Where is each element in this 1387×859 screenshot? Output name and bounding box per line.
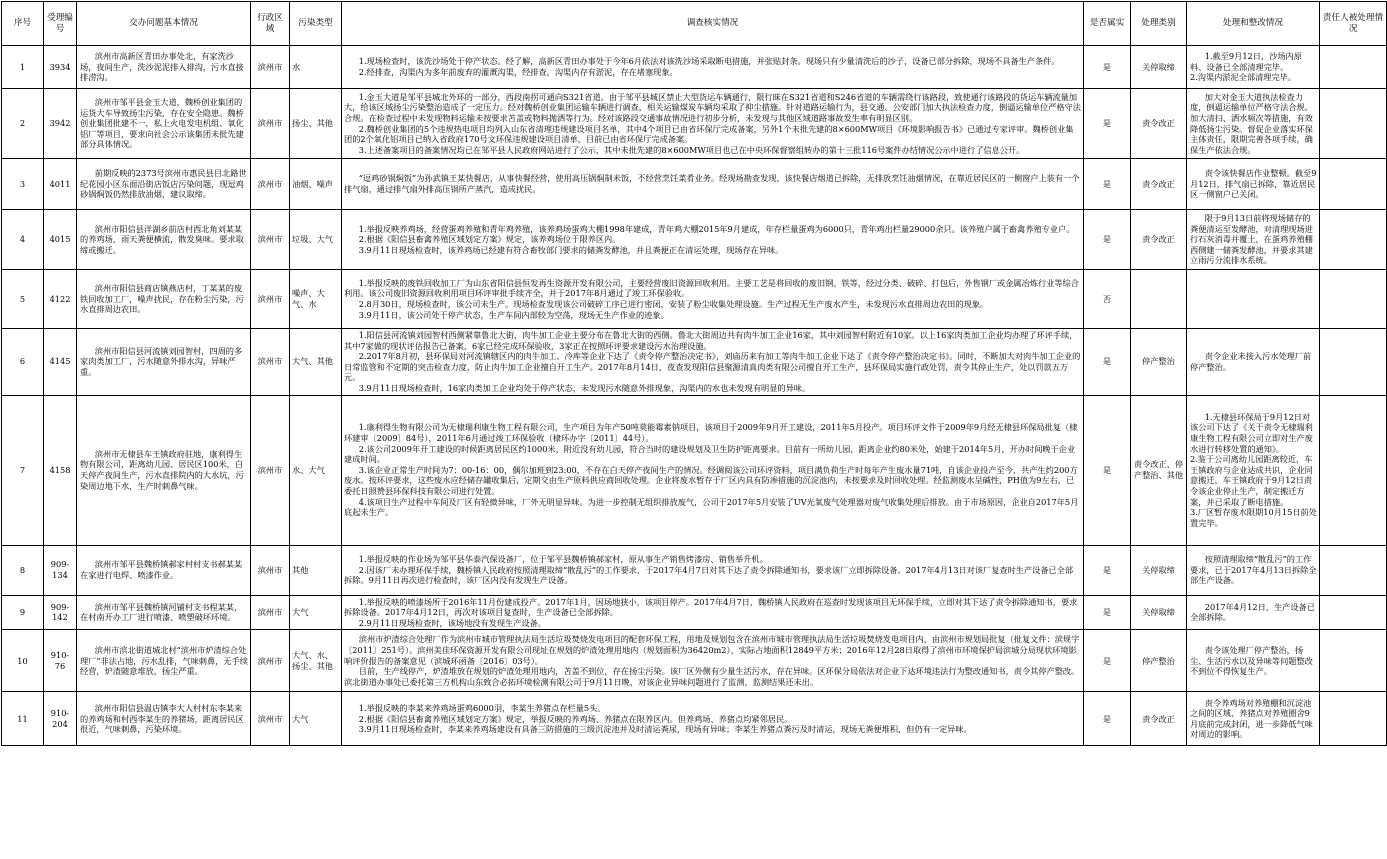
row-issue: 滨州市无棣县车王镇政府驻地，康利得生物有限公司，距离幼儿园、居民区100米，白天停产夜间生产，污水直排院内的大水坑，污染周边地下水，生产时刺鼻气味。 [77,395,251,545]
row-issue: 滨州市滨北街道城北村“滨州市炉渣综合处理厂”非法占地，污水乱排，气味刺鼻，无手续经营，炉渣随意堆放，扬尘严重。 [77,630,251,692]
row-responsible [1320,329,1387,396]
investigation-paragraph: 1.阳信县河流镇刘园智村西侧紧靠鲁北大街，肉牛加工企业主要分布在鲁北大街的西侧。鲁北大街周边共有肉牛加工企业16家，其中刘园智村附近有10家。以上16家肉类加工企业均办理了环评手续，其中7家做的现状评估报告已备案，6家已经完成环保验收，3家正在按照环评要求建设污水治理设施。 [344,330,1078,351]
row-issue: 前期反映的2373号滨州市惠民县目北路世纪花园小区东面沿街店饭店污染问题，现逗鸡砂锅焖饭仍然排放油烟，建议取缔。 [77,159,251,210]
row-investigation [342,210,1084,270]
row-index: 8 [2,545,44,595]
row-verified: 是 [1084,89,1131,159]
row-region: 滨州市 [251,89,290,159]
row-category: 责令改正 [1131,692,1187,746]
investigation-paragraph: 1.金玉大道是邹平县城北外环的一部分，西段南拐可通向S321省道。由于邹平县城区禁止大型货运车辆通行，限行昧在S321省道和S246省道的车辆需绕行该路段，致使通行该路段的货运车辆流量加大，给该区域扬尘污染整治造成了一定压力。经对魏桥创业集团运输车辆进行调查，相关运输煤炭车辆均采取了抑尘措施。针对道路运输行为，县交通、公安部门加大执法检查力度，倒逼运输单位严格守法合规。在检查过程中未发现物料运输未按要求苫盖或物料抛洒等行为。经对该路段交通事故情况进行初步分析，未发现与其他区域道路事故发生率有明显区别。 [344,91,1081,123]
table-row [2,595,1387,630]
row-result: 加大对金玉大道执法检查力度，倒逼运输单位严格守法合规。加大清扫、洒水频次等措施，有效降低扬尘污染。督促企业落实环保主体责任，限期完善各项手续，确保生产依法合规。 [1187,89,1320,159]
table-row [2,89,1387,159]
header-code: 受理编号 [44,2,77,46]
row-index: 10 [2,630,44,692]
complaint-table [1,1,1387,746]
investigation-paragraph: 2.根据《阳信县畜禽养殖区域划定方案》规定，举报反映的养鸡场、养猪点在限养区内。但养鸡场、养猪点均紧邻居民。 [358,713,793,724]
row-verified: 是 [1084,159,1131,210]
row-category: 关停取缔 [1131,595,1187,630]
row-region: 滨州市 [251,329,290,396]
row-investigation [342,159,1084,210]
investigation-paragraph: 3.9月11日现场检查时，16家肉类加工企业均处于停产状态，未发现污水随意外排现象，沟渠内的水也未发现有明显的异味。 [358,382,811,393]
row-index: 3 [2,159,44,210]
row-pollution-type: 水、大气 [290,395,342,545]
row-result: 责令该处理厂停产整治，扬尘、生活污水以及异味等问题整改不到位不得恢复生产。 [1187,630,1320,692]
row-pollution-type: 水 [290,46,342,89]
row-result: 限于9月13日前将现场储存的粪便清运至发酵池，对清理现场进行石灰消毒并覆土，在蛋鸡养殖棚西侧建一储粪发酵池，并要求其建立雨污分流排水系统。 [1187,210,1320,270]
row-issue: 滨州市阳信县商店镇燕店村，丁某某的废铁回收加工厂，噪声扰民，存在粉尘污染，污水直排周边农田。 [77,270,251,329]
row-result: 按照清理取缔“散乱污”的工作要求，已于2017年4月13日拆除全部生产设备。 [1187,545,1320,595]
row-responsible [1320,270,1387,329]
row-index: 1 [2,46,44,89]
investigation-paragraph: “逗鸡砂锅焖饭”为孙武镇王某快餐店，从事快餐经营，使用高压锅焖制米饭，不经营烹饪菜肴业务。经现场勘查发现，该快餐店烟道已拆除，无排放烹饪油烟情况，在靠近居民区的一侧窗户上装有一个排气扇，通过排气扇外排高压锅所产蒸汽，造成扰民。 [344,173,1080,194]
row-verified: 是 [1084,329,1131,396]
row-category: 关停取缔 [1131,46,1187,89]
row-region: 滨州市 [251,210,290,270]
row-issue: 滨州市阳信县温店镇李大人村村东李某来的养鸡场和村西李某生的养猪场，距离居民区很近，气味刺鼻，污染环境。 [77,692,251,746]
row-issue: 滨州市邹平县金玉大道，魏桥创业集团的运货大车导致扬尘污染，存在安全隐患。魏桥创业集团批建不一，私上火电发电机组、氧化铝厂等项目，要求向社会公示该集团未批先建部分具体情况。 [77,89,251,159]
row-investigation [342,545,1084,595]
row-pollution-type: 其他 [290,545,342,595]
investigation-paragraph: 2.经排查，沟渠内为多年前废弃的灌溉沟渠，经排查，沟渠内存有淤泥，存在堵塞现象。 [358,67,678,77]
row-investigation [342,270,1084,329]
row-responsible [1320,395,1387,545]
row-index: 9 [2,595,44,630]
header-responsible: 责任人被处理情况 [1320,2,1387,46]
row-investigation [342,630,1084,692]
row-investigation [342,46,1084,89]
row-responsible [1320,692,1387,746]
row-code: 4015 [44,210,77,270]
row-verified: 是 [1084,545,1131,595]
row-index: 7 [2,395,44,545]
row-code: 3934 [44,46,77,89]
table-row [2,159,1387,210]
row-verified: 是 [1084,210,1131,270]
investigation-paragraph: 2.魏桥创业集团的5个违规热电项目均列入山东省清理违规建设项目名单，其中4个项目已由省环保厅完成备案，另外1个未批先建的8×600MW项目《环境影响报告书》已通过专家评审。魏桥创业集团的2个氧化铝项目已纳入省政府170号文环保违规建设项目清单，目前已由省环保厅完成备案。 [344,123,1074,145]
investigation-paragraph: 1.现场检查时，该洗沙场处于停产状态。经了解，高新区青田办事处于今年6月依法对该洗沙场采取断电措施，并张贴封条。现场只有少量清洗后的沙子，设备已部分拆除，现场不具备生产条件。 [358,56,1060,67]
row-pollution-type: 大气 [290,595,342,630]
header-issue: 交办问题基本情况 [77,2,251,46]
header-ptype: 污染类型 [290,2,342,46]
row-result [1187,270,1320,329]
investigation-paragraph: 3.上述备案项目的备案情况均已在邹平县人民政府网站进行了公示，其中未批先建的8×600MW项目也已在中央环保督察组转办的第十三批116号案件办结情况公示中进行了信息公开。 [358,144,1025,155]
investigation-paragraph: 2.2017年8月初，县环保局对河流镇辖区内的肉牛加工、冷库等企业下达了《责令停产整治决定书》，刘庙历来有加工等肉牛加工企业下达了《责令停产整治决定书》。同时，不断加大对肉牛加工企业的日常监管和不定期的突击检查力度，防止肉牛加工企业擅自开工生产。2017年8月14日，夜查发现阳信县聚源清真肉类有限公司擅自开工生产，县环保局实施行政处罚，责令其停止生产，处以罚款五万元。 [344,351,1081,383]
header-row [2,2,1387,46]
row-pollution-type: 垃圾、大气 [290,210,342,270]
row-category: 停产整治 [1131,329,1187,396]
header-verified: 是否属实 [1084,2,1131,46]
row-responsible [1320,595,1387,630]
row-index: 6 [2,329,44,396]
row-code: 910-204 [44,692,77,746]
row-verified: 否 [1084,270,1131,329]
investigation-paragraph: 1.举报反映的李某来养鸡场蛋鸡6000羽，李某生养猪点存栏量5头。 [358,702,606,713]
row-pollution-type: 大气 [290,692,342,746]
row-region: 滨州市 [251,692,290,746]
table-row [2,329,1387,396]
investigation-paragraph: 3.9月11日，该公司处于停产状态，生产车间内部较为空荡，现场无生产作业的迹象。 [358,309,669,320]
row-verified: 是 [1084,630,1131,692]
row-pollution-type: 大气、水、扬尘、其他 [290,630,342,692]
row-code: 4011 [44,159,77,210]
row-verified: 是 [1084,692,1131,746]
row-verified: 是 [1084,595,1131,630]
row-region: 滨州市 [251,395,290,545]
investigation-paragraph: 1.举报反映养鸡场，经营蛋鸡养殖和青年鸡养殖，该养鸡场蛋鸡大棚1998年建成，青年鸡大棚2015年9月建成，年存栏量蛋鸡为6000只，青年鸡出栏量29000余只。该养殖户属于畜禽养殖专业户。 [358,223,1075,234]
row-pollution-type: 扬尘、其他 [290,89,342,159]
row-code: 4122 [44,270,77,329]
row-investigation [342,395,1084,545]
row-pollution-type: 油烟、噪声 [290,159,342,210]
row-verified: 是 [1084,46,1131,89]
row-issue: 滨州市邹平县魏桥镇河铺村支书程某某，在村南开办工厂进行喷漆、喷塑破坏环境。 [77,595,251,630]
header-idx: 序号 [2,2,44,46]
row-investigation [342,89,1084,159]
investigation-paragraph: 2.因该厂未办理环保手续，魏桥镇人民政府按照清理取缔“散乱污”的工作要求，于2017年4月7日对其下达了责令拆除通知书，要求该厂立即拆除设备。2017年4月13日对该厂复查时生产设备已全部拆除。9月11日再次进行检查时，该厂区内没有发现生产设备。 [344,564,1074,586]
row-category: 关停取缔 [1131,545,1187,595]
row-category [1131,270,1187,329]
investigation-paragraph: 3.9月11日现场检查时，该养鸡场已经建有符合畜牧部门要求的储粪发酵池，并且粪便正在清运处理，现场存在异味。 [358,244,784,255]
header-category: 处理类别 [1131,2,1187,46]
row-code: 4145 [44,329,77,396]
row-investigation [342,692,1084,746]
investigation-paragraph: 2.9月11日现场检查时，该场地没有发现生产设备。 [358,617,546,628]
row-pollution-type: 大气、其他 [290,329,342,396]
row-result: 责令企业未接入污水处理厂前停产整治。 [1187,329,1320,396]
row-region: 滨州市 [251,630,290,692]
row-investigation [342,595,1084,630]
header-region: 行政区域 [251,2,290,46]
row-issue: 滨州市邹平县魏桥镇郝家村村支书郝某某在家进行电焊、喷漆作业。 [77,545,251,595]
row-result: 责令养鸡场对养殖棚和沉淀池之间的区域、养猪点对养殖圈舍9月底前完成封闭，进一步降低气味对周边的影响。 [1187,692,1320,746]
row-result: 1.无棣县环保局于9月12日对该公司下达了《关于责令无棣瑞利康生物工程有限公司立即对生产废水进行转移处置的通知》。 2.鉴于公司离幼儿园距离较近，车王镇政府与企业达成共识，企业同意搬迁，车王镇政府于9月12日责令该企业停止生产，制定搬迁方案，并已采取了断电措施。 3.厂区暂存废水限期10月15日前处置完毕。 [1187,395,1320,545]
row-result: 责令该快餐店作业整顿。截至9月12日，排气扇已拆除，靠近居民区一侧窗户已关闭。 [1187,159,1320,210]
investigation-paragraph: 3.9月11日现场检查时，李某来养鸡场建设有具备三防措施的三级沉淀池并及时清运粪尿，现场有异味；李某生养猪点粪污及时清运，现场无粪便堆积，但仍有一定异味。 [358,724,972,735]
row-category: 责令改正 [1131,89,1187,159]
row-category: 责令改正 [1131,210,1187,270]
investigation-paragraph: 2.该公司2009年开工建设的时候距离居民区约1000米，附近没有幼儿园，符合当时的建设规划及卫生防护距离要求。目前有一所幼儿园，距离企业约80米处，始建于2014年5月，开办时间晚于企业建成时间。 [344,443,1076,465]
row-code: 909-142 [44,595,77,630]
row-responsible [1320,159,1387,210]
row-code: 4158 [44,395,77,545]
investigation-paragraph: 目前，生产线停产，炉渣堆放在规划的炉渣处理用地内，苫盖不到位，存在扬尘污染。该厂区外侧有少量生活污水，存在异味。区环保分局依法对企业下达环境违法行为整改通知书，责令其停产整改。滨北街道办事处已委托第三方机构山东致合必拓环境检测有限公司于9月11日晚，对该企业异味问题进行了监测，监测结果还未出。 [344,666,1080,687]
investigation-paragraph: 3.该企业正常生产时间为7：00-16：00，偶尔加班到23:00，不存在白天停产夜间生产的情况。经调阅该公司环评资料，项目满负荷生产时每年产生废水量71吨，自该企业投产至今，共产生约200方废水。按环评要求，这些废水应经储存罐收集后，定期交由生产原料供应商回收处理。企业将废水暂存于厂区内具有防渗措施的沉淀池内，未按要求及时回收处理。经监测废水呈碱性，PH值为9左右，已委托日照赞县环保科技有限公司进行处置。 [344,464,1078,496]
table-row [2,395,1387,545]
row-responsible [1320,630,1387,692]
row-responsible [1320,89,1387,159]
row-region: 滨州市 [251,545,290,595]
row-category: 停产整治 [1131,630,1187,692]
row-responsible [1320,210,1387,270]
investigation-paragraph: 2.根据《阳信县畜禽养殖区域划定方案》规定，该养鸡场位于限养区内。 [358,234,621,245]
row-index: 4 [2,210,44,270]
row-result: 1.截至9月12日，沙场内原料、设备已全部清理完毕。 2.沟渠内淤泥全部清理完毕。 [1187,46,1320,89]
table-row [2,545,1387,595]
header-investigation: 调查核实情况 [342,2,1084,46]
row-code: 3942 [44,89,77,159]
row-region: 滨州市 [251,46,290,89]
investigation-paragraph: 1.举报反映的喷漆场所于2016年11月份建成投产。2017年1月，因场地狭小，该项目停产。2017年4月7日，魏桥镇人民政府在巡查时发现该项目无环保手续，立即对其下达了责令拆除通知书，要求拆除设备。2017年4月12日，再次对该项目复查时，生产设备已全部拆除。 [344,596,1078,618]
row-index: 11 [2,692,44,746]
row-investigation [342,329,1084,396]
row-issue: 滨州市阳信县河流镇刘园智村，四周的多家肉类加工厂，污水随意外排水沟，异味严重。 [77,329,251,396]
table-row [2,630,1387,692]
table-row [2,46,1387,89]
table-row [2,270,1387,329]
row-responsible [1320,46,1387,89]
table-row [2,692,1387,746]
investigation-paragraph: 滨州市炉渣综合处理厂作为滨州市城市管理执法局生活垃圾焚烧发电项目的配套环保工程，用地及规划包含在滨州市城市管理执法局生活垃圾焚烧发电项目内，由滨州市规划局批复（批复文件：滨规字〔2011〕251号）。滨州美佳环保资源开发有限公司现址在规划的炉渣处理用地内（规划面积为36420m2），实际占地面积12849平方米；2016年12月28日取得了滨州市环境保护局滨城分局现状环境影响评价报告的备案意见（滨城环函备〔2016〕03号）。 [344,634,1080,666]
row-category: 责令改正 [1131,159,1187,210]
row-issue: 滨州市高新区青田办事处北，有家洗沙场，夜间生产，洗沙泥泥排入排沟，污水直接排涝沟。 [77,46,251,89]
investigation-paragraph: 1.举报反映的作业场为邹平县华泰汽保设备厂，位于邹平县魏桥镇郝家村，原从事生产销售烤漆房、销售举升机。 [358,554,768,565]
row-code: 909-134 [44,545,77,595]
row-pollution-type: 噪声、大气、水 [290,270,342,329]
investigation-paragraph: 4.该项目生产过程中车间及厂区有轻微异味，厂外无明显异味。为进一步控制无组织排放废气，公司于2017年5月安装了UV光氧废气处理器对废气收集处理后排放。由于市场原因，企业自2017年5月底起未生产。 [344,496,1079,518]
row-responsible [1320,545,1387,595]
table-row [2,210,1387,270]
row-category: 责令改正、停产整治、其他 [1131,395,1187,545]
row-region: 滨州市 [251,270,290,329]
row-result: 2017年4月12日，生产设备已全部拆除。 [1187,595,1320,630]
row-index: 2 [2,89,44,159]
investigation-paragraph: 1.举报反映的废铁回收加工厂为山东省阳信县恒发再生资源开发有限公司，主要经营废旧资源回收利用。主要工艺是将回收的废旧钢、铁等，经过分类、破碎、打包后，外售钢厂或金属冶炼行业等综合利用。该公司废旧资源回收利用项目环评审批手续齐全，并于2017年8月通过了竣工环保验收。 [344,277,1079,299]
row-region: 滨州市 [251,159,290,210]
row-index: 5 [2,270,44,329]
investigation-paragraph: 1.康利得生物有限公司为无棣瑞利康生物工程有限公司，生产项目为年产50吨莫能霉素钠项目，该项目于2009年9月开工建设，2011年5月投产。项目环评文件于2009年9月经无棣县环保局批复（棣环建审〔2009〕84号），2011年6月通过竣工环保验收（棣环办字〔2011〕44号）。 [344,422,1078,443]
row-verified: 是 [1084,395,1131,545]
investigation-paragraph: 2.8月30日，现场检查时，该公司未生产。现场检查发现该公司破碎工序已进行密闭，安装了粉尘收集处理设施。生产过程无生产废水产生，未发现污水直排周边农田的现象。 [358,299,989,309]
row-issue: 滨州市阳信县洋湖乡前店村西北角刘某某的养鸡场，雨天粪便横流，散发臭味。要求取缔或搬迁。 [77,210,251,270]
row-region: 滨州市 [251,595,290,630]
header-result: 处理和整改情况 [1187,2,1320,46]
row-code: 910-76 [44,630,77,692]
